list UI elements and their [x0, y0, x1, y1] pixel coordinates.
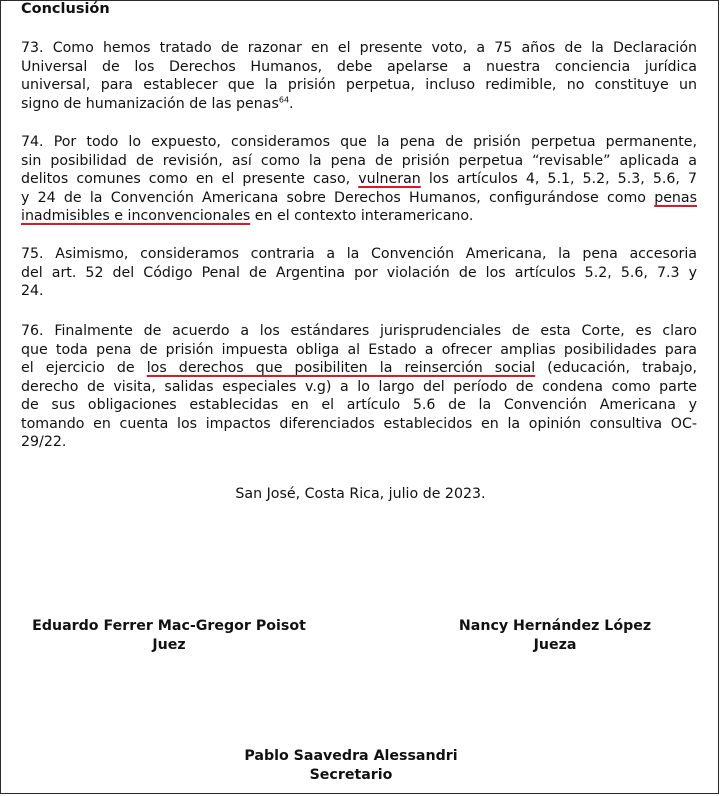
- highlight-penas: penas: [654, 189, 697, 206]
- p74-line-2: sin posibilidad de revisión, así como la pena de prisión perpetua “revisable” aplicada a: [21, 152, 697, 169]
- signature-bottom: [231, 747, 471, 785]
- highlight-reinsercion: los derechos que posibiliten la reinserción social: [146, 360, 536, 376]
- section-heading: Conclusión: [21, 1, 110, 17]
- p76-line-5: de sus obligaciones establecidas en el artículo 5.6 de la Convención Americana y: [21, 397, 697, 413]
- p74-line-3: [21, 170, 697, 189]
- signatory-role: Jueza: [533, 637, 577, 653]
- signatory-role: Juez: [152, 637, 186, 653]
- p76-line-1: Finalmente de acuerdo a los estándares jurisprudenciales de esta Corte, es claro: [54, 323, 697, 339]
- p74-line-5b: en el contexto interamericano.: [250, 208, 474, 224]
- signature-left: [21, 617, 317, 655]
- p76-line: [21, 322, 697, 341]
- p74-line-3b: los artículos 4, 5.1, 5.2, 5.3, 5.6, 7: [420, 171, 697, 187]
- footnote-ref: 64: [278, 94, 290, 104]
- p75-line-2: del art. 52 del Código Penal de Argentina por violación de los artículos 5.2, 5.6, 7.3 y: [21, 264, 697, 281]
- p74-line-3a: delitos comunes como en el presente caso,: [21, 171, 359, 187]
- p76-line-7: 29/22.: [21, 434, 67, 450]
- p73-line: [21, 39, 697, 58]
- signatory-name: Pablo Saavedra Alessandri: [244, 748, 458, 764]
- p73-period: .: [289, 95, 294, 112]
- paragraph-74: [21, 133, 697, 226]
- p75-line-3: 24.: [21, 283, 44, 299]
- paragraph-75: [21, 245, 697, 301]
- paragraph-number: 74.: [21, 134, 44, 150]
- highlight-inadmisibles: inadmisibles e inconvencionales: [21, 208, 251, 224]
- p73-line-3: universal, para establecer que la prisión perpetua, incluso redimible, no constituye un: [21, 77, 697, 93]
- paragraph-73: [21, 39, 697, 113]
- p73-line-2: Universal de los Derechos Humanos, debe apelarse a nuestra conciencia jurídica: [21, 58, 697, 75]
- p73-line-4: [21, 95, 697, 114]
- p73-line-4-text: signo de humanización de las penas: [21, 95, 279, 112]
- place-and-date: San José, Costa Rica, julio de 2023.: [235, 486, 486, 502]
- p76-line-3: [21, 359, 697, 378]
- p75-line-1: Asimismo, consideramos contraria a la Convención Americana, la pena accesoria: [55, 246, 698, 262]
- p76-line-6: tomando en cuenta los impactos diferenciados establecidos en la opinión consultiva OC-: [21, 415, 697, 432]
- p74-line: [21, 133, 697, 152]
- p74-line-4a: y 24 de la Convención Americana sobre Derechos Humanos, configurándose como: [21, 189, 655, 206]
- paragraph-number: 75.: [21, 246, 44, 262]
- p76-line-3a: el ejercicio de: [21, 360, 147, 376]
- signatory-name: Nancy Hernández López: [458, 618, 652, 634]
- p76-line-2: que toda pena de prisión impuesta obliga al Estado a ofrecer amplias posibilidades para: [21, 341, 697, 358]
- paragraph-number: 76.: [21, 323, 44, 339]
- signature-right: [449, 617, 661, 655]
- highlight-vulneran: vulneran: [358, 171, 421, 187]
- p74-line-1: Por todo lo expuesto, consideramos que la pena de prisión perpetua permanente,: [53, 134, 698, 150]
- p74-line-5: [21, 207, 697, 226]
- p76-line-3b: (educación, trabajo,: [535, 360, 697, 376]
- signatory-role: Secretario: [309, 767, 393, 783]
- p76-line-4: derecho de visita, salidas especiales v.g) a lo largo del período de condena como parte: [21, 378, 697, 395]
- paragraph-76: [21, 322, 697, 452]
- p73-line-1: Como hemos tratado de razonar en el presente voto, a 75 años de la Declaración: [52, 40, 698, 56]
- signatory-name: Eduardo Ferrer Mac-Gregor Poisot: [32, 618, 306, 634]
- paragraph-number: 73.: [21, 40, 44, 56]
- p75-line: [21, 245, 697, 264]
- p74-line-4: [21, 189, 697, 208]
